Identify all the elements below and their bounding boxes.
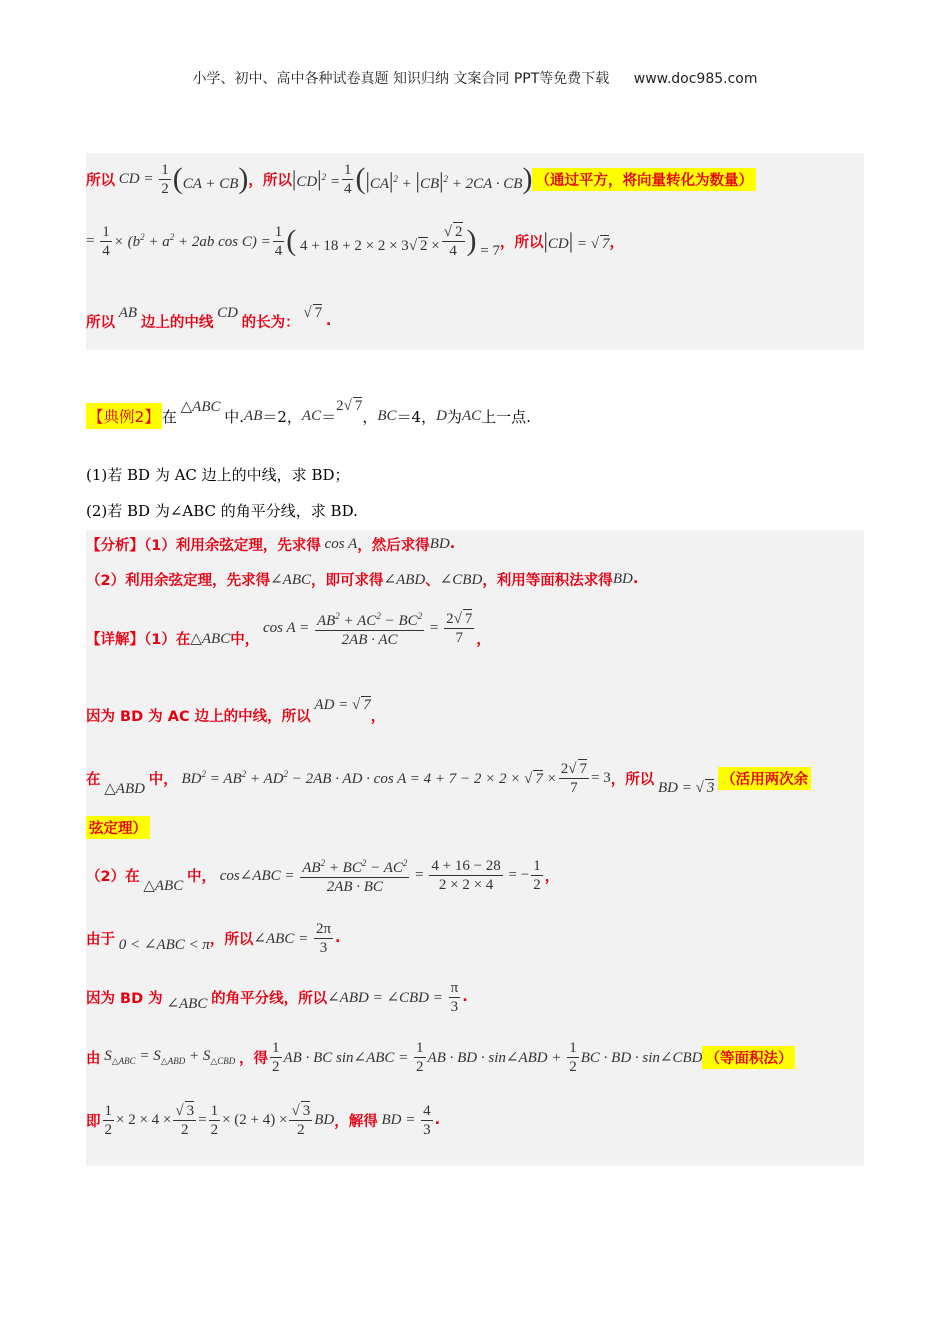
detail-line-7: 由 $S_{\triangle ABC} = S_{\triangle ABD} + S_{\triangle CBD}$ ，得 $\frac{1}{2}$ AB · BC sin∠ABC = $\frac{1}{2}$ AB · BD · sin∠ABD + $\frac{1}{2}$ BC · BD · sin∠CBD （等面积法） xyxy=(86,1037,795,1077)
example2-tag: 【典例2】 xyxy=(86,403,162,429)
detail-line-1: 【详解】（1）在 △ABC 中， cos A = $\frac{AB^2 + AC^2 - BC^2}{2AB \cdot AC}$ = $\frac{2√ 7}{7}$ ， xyxy=(86,618,491,658)
page-header xyxy=(0,68,950,88)
detail-line-3: 在 △ABD 中， $BD^2 = AB^2 + AD^2 - 2AB$ · AD · cos A = 4 + 7 − 2 × 2 × √ 7 × $\frac{2√ 7}{7}$ = 3 ，所以 BD = √ 3 （活用两次余 xyxy=(86,758,811,798)
detail-line-2: 因为 BD 为 AC 边上的中线，所以 AD = √ 7 ， xyxy=(86,697,386,725)
block1-line-2: = $\frac{1}{4}$ × ($b^2 + a^2 + 2ab$ cos C) = $\frac{1}{4}$ ( 4 + 18 + 2 × 2 × 3√ 2 × $\frac{√ 2}{4}$ ) = 7 ，所以 |CD| = √ 7 ， xyxy=(86,223,624,259)
detail-line-6: 因为 BD 为 ∠ABC 的角平分线，所以 ∠ABD = ∠CBD = $\frac{\pi}{3}$ . xyxy=(86,979,468,1015)
note-cosine-twice: （活用两次余 xyxy=(718,767,811,790)
detail-line-3b xyxy=(86,807,150,847)
analysis-line-2: （2）利用余弦定理，先求得 ∠ABC ，即可求得 ∠ABD 、 ∠CBD ，利用等面积法求得 BD . xyxy=(86,570,639,589)
note-square: （通过平方，将向量转化为数量） xyxy=(532,168,756,191)
detail-line-8: 即 $\frac{1}{2}$ × 2 × 4 × $\frac{√ 3}{2}$ = $\frac{1}{2}$ × (2 + 4) × $\frac{√ 3}{2}$ BD ，解得 BD = $\frac{4}{3}$ . xyxy=(86,1102,441,1138)
example2-question-2: (2)若 BD 为∠ABC 的角平分线，求 BD. xyxy=(86,502,358,520)
example2-question-1: (1)若 BD 为 AC 边上的中线，求 BD； xyxy=(86,466,350,484)
solution-panel-1 xyxy=(86,153,864,350)
header-url[interactable]: www.doc985.com xyxy=(633,71,758,87)
header-text: 小学、初中、高中各种试卷真题 知识归纳 文案合同 PPT等免费下载 xyxy=(192,71,610,87)
detail-line-4: （2）在 △ABC 中， cos∠ABC = $\frac{AB^2 + BC^2 - AC^2}{2AB \cdot BC}$ = $\frac{4 + 16 - 28}{2 \times 2 \times 4}$ = − $\frac{1}{2}$ ， xyxy=(86,855,559,895)
solution-panel-2 xyxy=(86,530,864,1166)
example2-title: 【典例2】 在 △ABC 中. AB ＝2， AC ＝ 2√ 7 ， BC ＝4， D 为 AC 上一点. xyxy=(86,403,531,429)
note-equal-area: （等面积法） xyxy=(702,1046,795,1069)
block1-line-3: 所以 AB 边上的中线 CD 的长为： √ 7 . xyxy=(86,304,332,331)
note-cosine-twice-2: 弦定理） xyxy=(86,816,150,839)
detail-line-5: 由于 0 < ∠ABC < π ，所以 ∠ABC = $\frac{2\pi}{3}$ . xyxy=(86,920,341,956)
block1-line-1: 所以 CD = $\frac{1}{2}$ (CA + CB) ，所以 $|CD|^2$ = $\frac{1}{4}$ $(|CA|^2 + |CB|^2 + 2CA \cdot CB)$ （通过平方，将向量转化为数量） xyxy=(86,159,756,199)
analysis-line-1: 【分析】（1）利用余弦定理，先求得 cos A ，然后求得 BD . xyxy=(86,535,456,554)
